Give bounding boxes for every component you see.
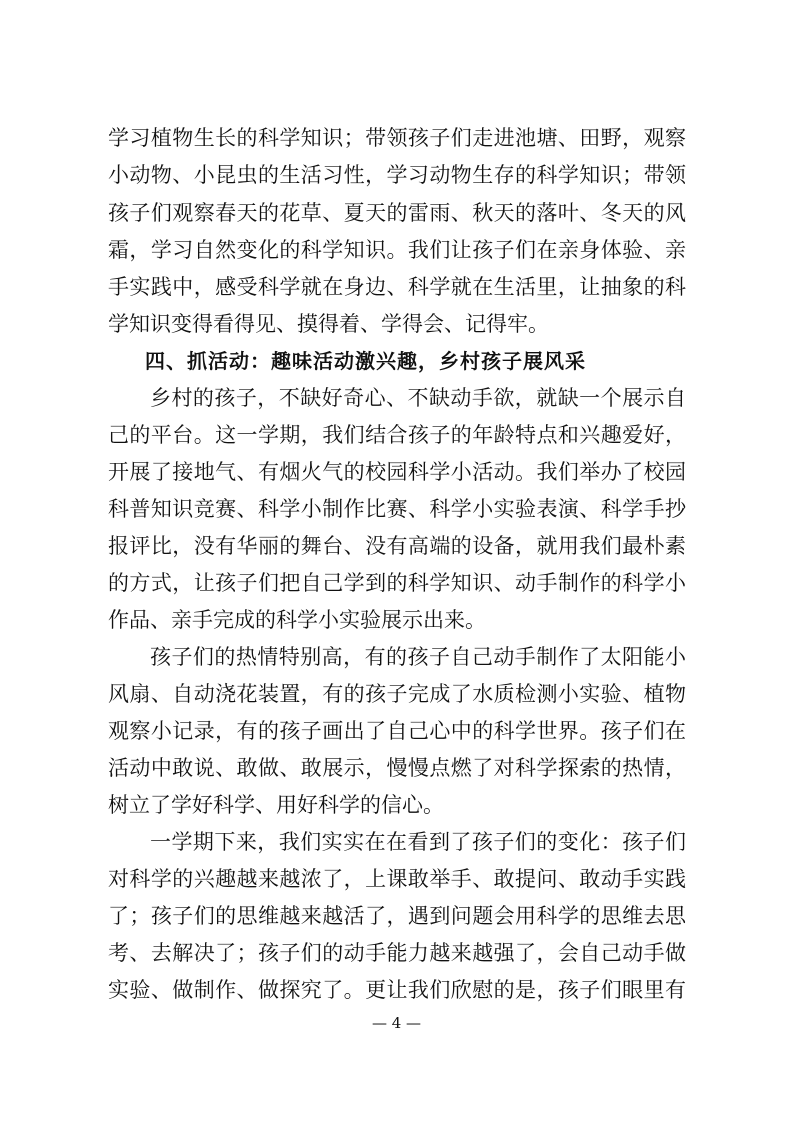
text-line: 开展了接地气、有烟火气的校园科学小活动。我们举办了校园 bbox=[108, 460, 686, 484]
text-line: 孩子们的热情特别高，有的孩子自己动手制作了太阳能小 bbox=[150, 645, 686, 669]
text-line: 观察小记录，有的孩子画出了自己心中的科学世界。孩子们在 bbox=[108, 719, 686, 743]
text-line: 霜，学习自然变化的科学知识。我们让孩子们在亲身体验、亲 bbox=[108, 238, 686, 262]
text-line: 一学期下来，我们实实在在看到了孩子们的变化：孩子们 bbox=[150, 830, 686, 854]
text-line: 风扇、自动浇花装置，有的孩子完成了水质检测小实验、植物 bbox=[108, 682, 686, 706]
text-line: 考、去解决了；孩子们的动手能力越来越强了，会自己动手做 bbox=[108, 941, 686, 965]
text-line: 树立了学好科学、用好科学的信心。 bbox=[108, 793, 444, 817]
text-line: 乡村的孩子，不缺好奇心、不缺动手欲，就缺一个展示自 bbox=[150, 386, 686, 410]
text-line: 己的平台。这一学期，我们结合孩子的年龄特点和兴趣爱好， bbox=[108, 423, 686, 447]
text-line: 活动中敢说、敢做、敢展示，慢慢点燃了对科学探索的热情， bbox=[108, 756, 686, 780]
text-line: 报评比，没有华丽的舞台、没有高端的设备，就用我们最朴素 bbox=[108, 534, 686, 558]
text-line: 学知识变得看得见、摸得着、学得会、记得牢。 bbox=[108, 312, 549, 336]
text-line: 手实践中，感受科学就在身边、科学就在生活里，让抽象的科 bbox=[108, 275, 686, 299]
text-line: 作品、亲手完成的科学小实验展示出来。 bbox=[108, 608, 486, 632]
text-line: 小动物、小昆虫的生活习性，学习动物生存的科学知识；带领 bbox=[108, 163, 686, 187]
section-heading: 四、抓活动：趣味活动激兴趣，乡村孩子展风采 bbox=[145, 349, 586, 373]
text-line: 对科学的兴趣越来越浓了，上课敢举手、敢提问、敢动手实践 bbox=[108, 867, 686, 891]
text-line: 学习植物生长的科学知识；带领孩子们走进池塘、田野，观察 bbox=[108, 126, 686, 150]
text-line: 的方式，让孩子们把自己学到的科学知识、动手制作的科学小 bbox=[108, 571, 686, 595]
text-line: 科普知识竞赛、科学小制作比赛、科学小实验表演、科学手抄 bbox=[108, 497, 686, 521]
text-line: 了；孩子们的思维越来越活了，遇到问题会用科学的思维去思 bbox=[108, 904, 686, 928]
page-number: — 4 — bbox=[371, 1014, 422, 1032]
text-line: 孩子们观察春天的花草、夏天的雷雨、秋天的落叶、冬天的风 bbox=[108, 201, 686, 225]
text-line: 实验、做制作、做探究了。更让我们欣慰的是，孩子们眼里有 bbox=[108, 978, 686, 1002]
